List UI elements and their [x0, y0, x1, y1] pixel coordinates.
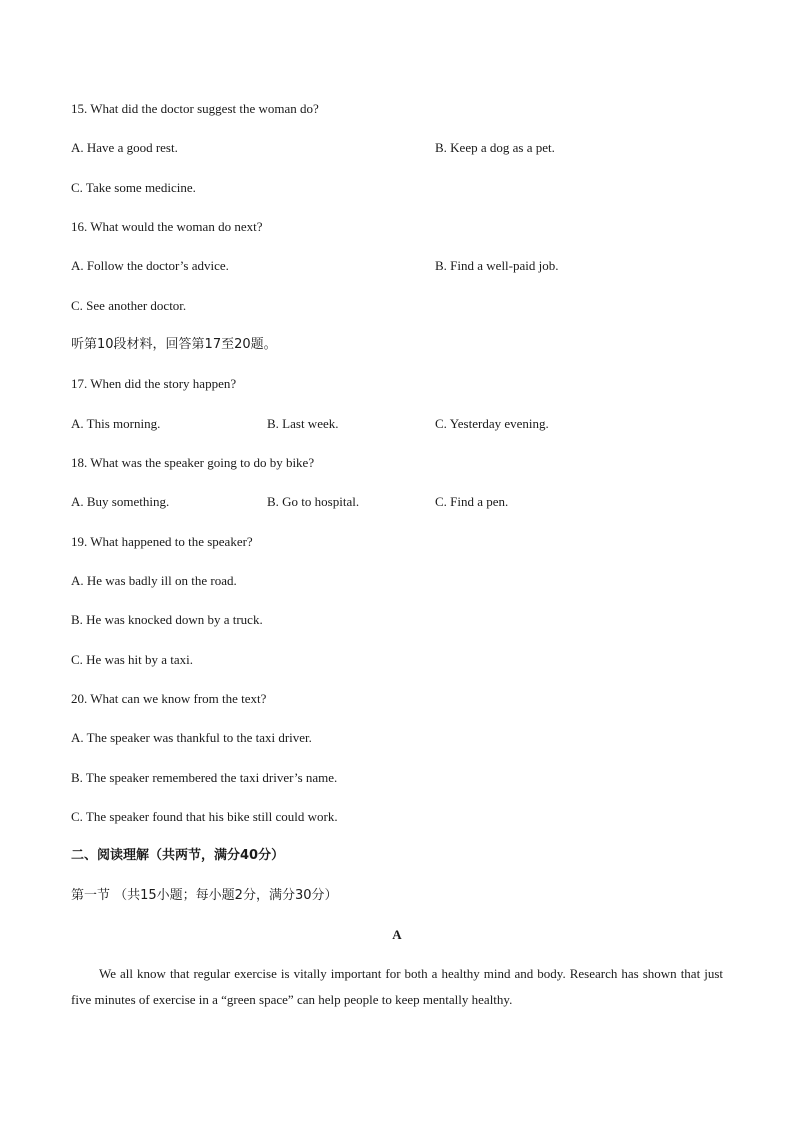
question-19: 19. What happened to the speaker?: [71, 534, 253, 549]
question-17: 17. When did the story happen?: [71, 376, 237, 391]
q18-option-a: A. Buy something.: [71, 494, 170, 509]
q18-option-c: C. Find a pen.: [435, 494, 509, 509]
q19-option-a: A. He was badly ill on the road.: [71, 573, 237, 588]
q16-option-c: C. See another doctor.: [71, 298, 187, 313]
q17-option-a: A. This morning.: [71, 416, 161, 431]
q20-option-a: A. The speaker was thankful to the taxi driver.: [71, 730, 312, 745]
q19-option-b: B. He was knocked down by a truck.: [71, 612, 263, 627]
q15-option-c: C. Take some medicine.: [71, 180, 196, 195]
passage-a-label: A: [392, 927, 402, 942]
question-15: 15. What did the doctor suggest the woman do?: [71, 101, 319, 116]
q16-option-b: B. Find a well-paid job.: [435, 258, 559, 273]
q15-option-b: B. Keep a dog as a pet.: [435, 140, 555, 155]
q17-option-b: B. Last week.: [267, 416, 339, 431]
passage-a-text: We all know that regular exercise is vitally important for both a healthy mind and body. Research has shown that just five minutes of exercise in a “green space” can help people to keep mentally healthy.: [71, 966, 723, 1007]
q19-option-c: C. He was hit by a taxi.: [71, 652, 194, 667]
section-10-instruction: 听第10段材料，回答第17至20题。: [71, 337, 277, 352]
q16-option-a: A. Follow the doctor’s advice.: [71, 258, 229, 273]
q20-option-c: C. The speaker found that his bike still could work.: [71, 809, 338, 824]
section-1-heading: 第一节 （共15小题；每小题2分，满分30分）: [71, 888, 338, 903]
q18-option-b: B. Go to hospital.: [267, 494, 360, 509]
part-2-heading: 二、阅读理解（共两节，满分40分）: [71, 848, 285, 863]
question-16: 16. What would the woman do next?: [71, 219, 263, 234]
question-18: 18. What was the speaker going to do by bike?: [71, 455, 315, 470]
q17-option-c: C. Yesterday evening.: [435, 416, 549, 431]
question-20: 20. What can we know from the text?: [71, 691, 267, 706]
q20-option-b: B. The speaker remembered the taxi driver’s name.: [71, 770, 338, 785]
q15-option-a: A. Have a good rest.: [71, 140, 178, 155]
